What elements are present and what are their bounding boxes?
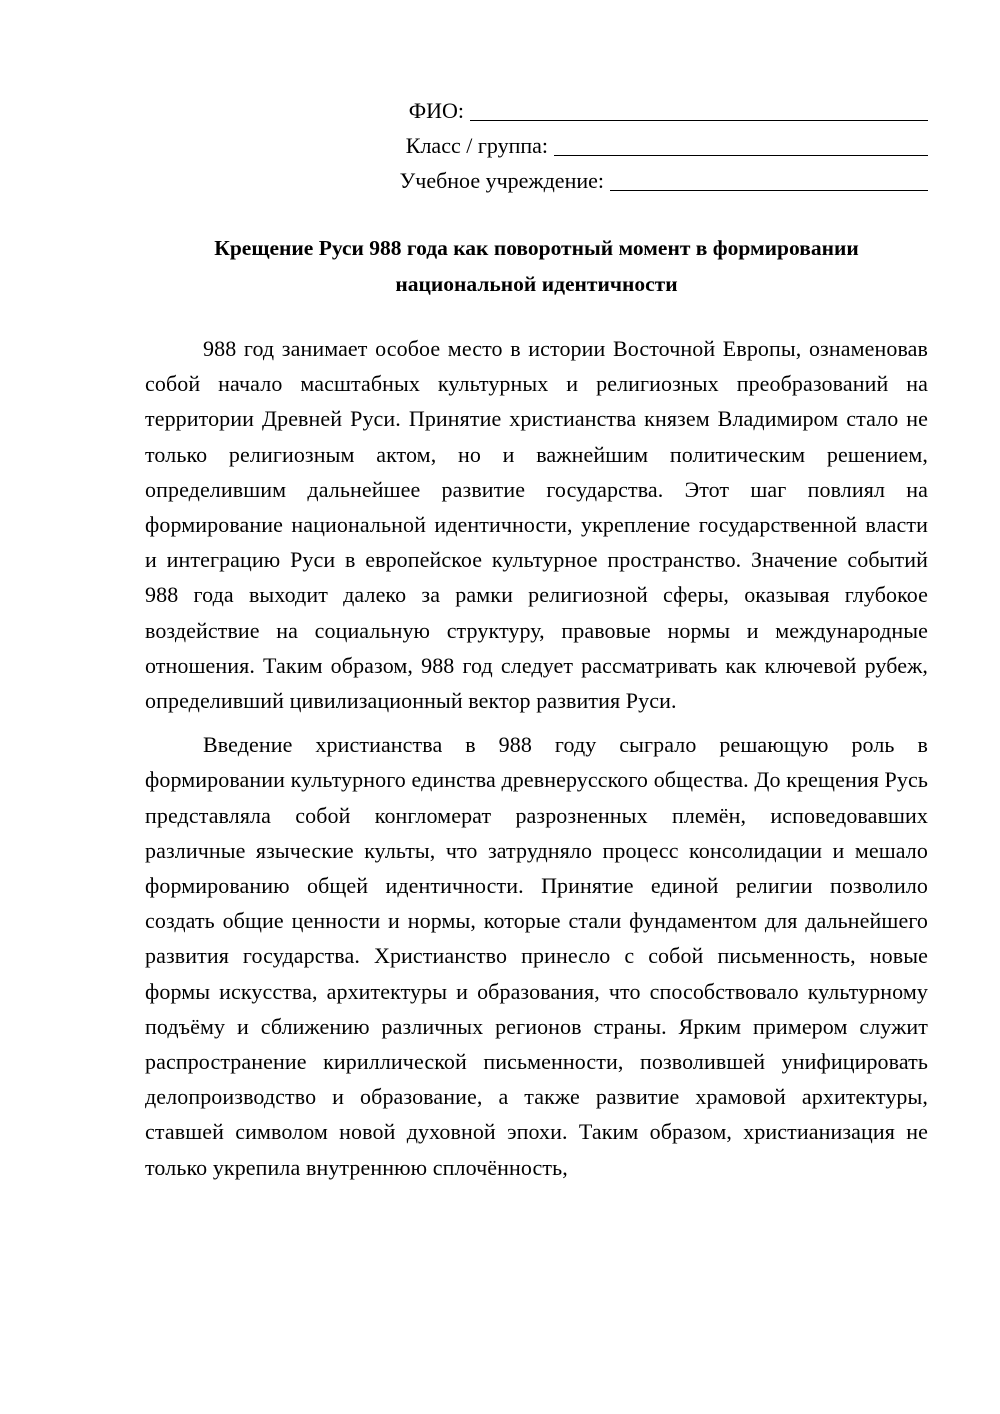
paragraph-1: 988 год занимает особое место в истории Восточной Европы, ознаменовав собой начало масштабных культурных и религиозных преобразований на территории Древней Руси. Принятие христианства князем Владимиром стало не только религиозным актом, но и важнейшим политическим решением, определившим дальнейшее развитие государства. Этот шаг повлиял на формирование национальной идентичности, укрепление государственной власти и интеграцию Руси в европейское культурное пространство. Значение событий 988 года выходит далеко за рамки религиозной сферы, оказывая глубокое воздействие на социальную структуру, правовые нормы и международные отношения. Таким образом, 988 год следует рассматривать как ключевой рубеж, определивший цивилизационный вектор развития Руси. — [145, 336, 928, 714]
school-field-row — [328, 163, 928, 198]
fio-blank-line — [470, 94, 928, 121]
class-blank-line — [554, 129, 928, 156]
school-blank-line — [610, 164, 928, 191]
paragraph-2: Введение христианства в 988 году сыграло решающую роль в формировании культурного единства древнерусского общества. До крещения Русь представляла собой конгломерат разрозненных племён, исповедовавших различные языческие культы, что затрудняло процесс консолидации и мешало формированию общей идентичности. Принятие единой религии позволило создать общие ценности и нормы, которые стали фундаментом для дальнейшего развития государства. Христианство принесло с собой письменность, новые формы искусства, архитектуры и образования, что способствовало культурному подъёму и сближению различных регионов страны. Ярким примером служит распространение кириллической письменности, позволившей унифицировать делопроизводство и образование, а также развитие храмовой архитектуры, ставшей символом новой духовной эпохи. Таким образом, христианизация не только укрепила внутреннюю сплочённость, — [145, 732, 928, 1180]
title-line-2: национальной идентичности — [395, 272, 678, 296]
student-info-fields — [328, 93, 928, 198]
school-label: Учебное учреждение: — [399, 168, 604, 193]
fio-label: ФИО: — [408, 98, 464, 123]
fio-field-row — [328, 93, 928, 128]
class-label: Класс / группа: — [405, 133, 548, 158]
title-line-1: Крещение Руси 988 года как поворотный момент в формировании — [214, 236, 859, 260]
document-title — [145, 230, 928, 302]
document-body — [145, 331, 928, 1185]
class-field-row — [328, 128, 928, 163]
